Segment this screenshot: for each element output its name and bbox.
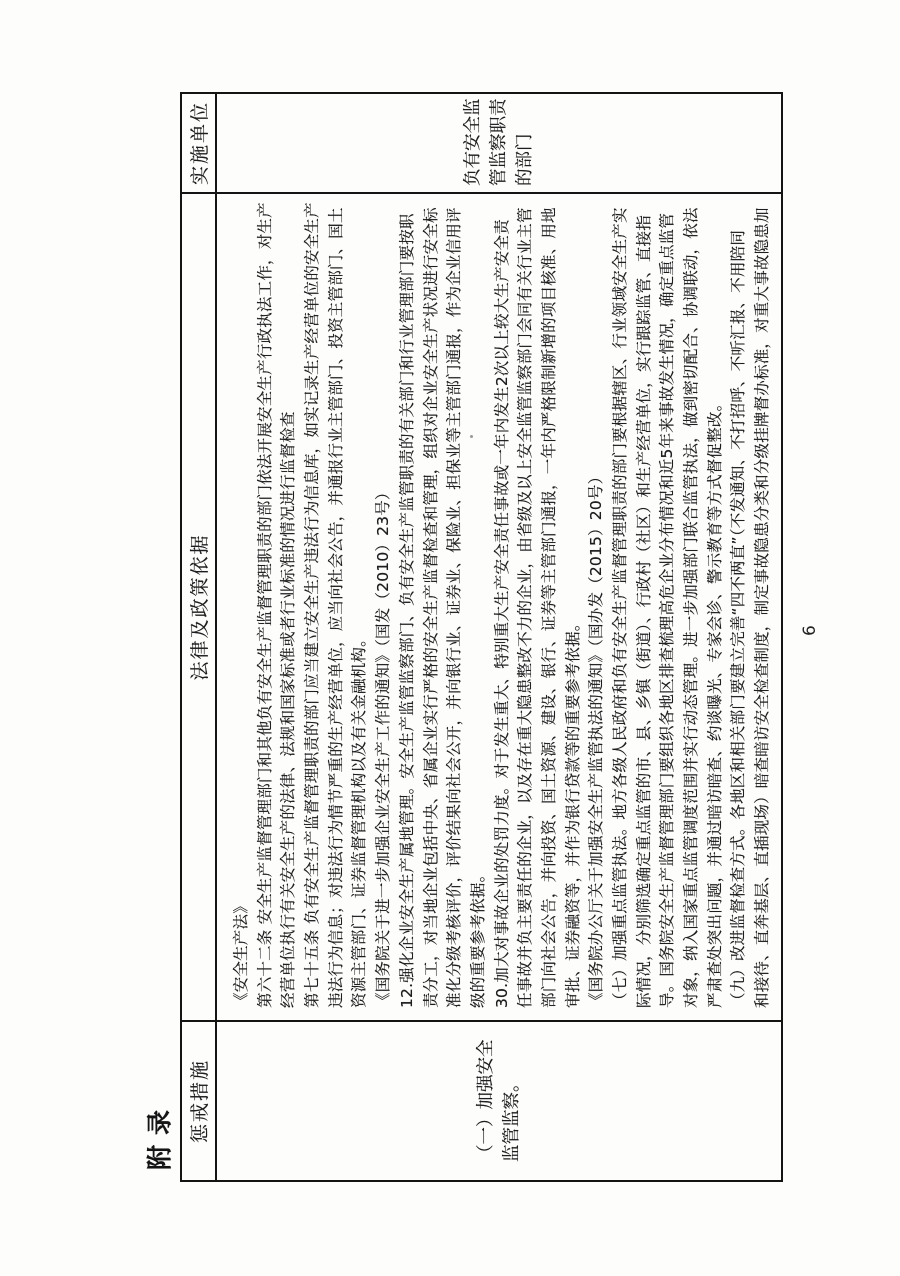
legal-basis-line: 对象，纳入国家重点监管调度范围并实行动态管理。进一步加强部门联合监管执法，做到密切配合、协调联动，依法 <box>682 207 701 1008</box>
legal-basis-line: 准化分级考核评价，评价结果向社会公开，并向银行业、证券业、保险业、担保业等主管部门通报，作为企业信用评 <box>445 207 464 1008</box>
legal-basis-line: 任事故并负主要责任的企业，以及存在重大隐患整改不力的企业，由省级及以上安全监管监察部门会同有关行业主管 <box>516 207 535 1008</box>
legal-basis-line: 责分工，对当地企业包括中央、省属企业实行严格的安全生产监督检查和管理，组织对企业安全生产状况进行安全标 <box>421 207 440 1008</box>
column-header-legal-basis: 法律及政策依据 <box>182 192 217 1020</box>
legal-basis-line: （七）加强重点监管执法。地方各级人民政府和负有安全生产监督管理职责的部门要根据辖区、行业领域安全生产实 <box>611 207 629 1008</box>
legal-basis-line: 资源主管部门、证券监督管理机构以及有关金融机构。 <box>350 631 369 1008</box>
legal-basis-line: 和接待、直奔基层、直插现场）暗查暗访安全检查制度，制定事故隐患分类和分级挂牌督办标准，对重大事故隐患加 <box>753 207 772 1008</box>
legal-basis-line: 导。国务院安全生产监督管理部门要组织各地区排查梳理高危企业分布情况和近5年来事故发生情况，确定重点监管 <box>658 212 677 1008</box>
legal-basis-line: 30.加大对事故企业的处罚力度。对于发生重大、特别重大生产安全责任事故或一年内发生2次以上较大生产安全责 <box>492 219 511 1008</box>
implementing-unit-text: 负有安全监管监察职责的部门 <box>463 98 535 186</box>
scan-speck <box>470 435 473 438</box>
legal-basis-line: 12.强化企业安全生产属地管理。安全生产监管监察部门、负有安全生产监管职责的有关部门和行业管理部门要按职 <box>397 213 416 1008</box>
legal-basis-line: 《国务院关于进一步加强企业安全生产工作的通知》（国发（2010）23号） <box>374 484 393 1008</box>
legal-basis-line: 部门向社会公告，并向投资、国土资源、建设、银行、证券等主管部门通报，一年内严格限制新增的项目核准、用地 <box>539 207 558 1008</box>
legal-basis-line: 《国务院办公厅关于加强安全生产监管执法的通知》（国办发（2015）20号） <box>587 468 606 1008</box>
legal-basis-line: 违法行为信息；对违法行为情节严重的生产经营单位，应当向社会公告，并通报行业主管部门、投资主管部门、国土 <box>326 207 345 1008</box>
column-header-measures: 惩戒措施 <box>182 1020 217 1180</box>
legal-basis-line: 第七十五条 负有安全生产监督管理职责的部门应当建立安全生产违法行为信息库，如实记录生产经营单位的安全生产 <box>303 202 322 1008</box>
legal-basis-line: 《安全生产法》 <box>232 898 250 1008</box>
appendix-table <box>180 92 783 1182</box>
legal-basis-line: （九）改进监督检查方式。各地区和相关部门要建立完善“四不两直”（不发通知、不打招呼、不听汇报、不用陪同 <box>729 229 748 1008</box>
legal-basis-line: 经营单位执行有关安全生产的法律、法规和国家标准或者行业标准的情况进行监督检查 <box>279 411 298 1008</box>
legal-basis-line: 第六十二条 安全生产监督管理部门和其他负有安全生产监督管理职责的部门依法开展安全生产行政执法工作，对生产 <box>255 202 274 1008</box>
legal-basis-line: 级的重要参考依据。 <box>468 866 487 1008</box>
appendix-heading: 附录 <box>145 1099 174 1170</box>
measure-cell <box>217 1020 781 1180</box>
legal-basis-line: 严肃查处突出问题，并通过暗访暗查、约谈曝光、专家会诊、警示教育等方式督促整改。 <box>705 395 724 1008</box>
legal-basis-line: 际情况，分别筛选确定重点监管的市、县、乡镇（街道）、行政村（社区）和生产经营单位，实行跟踪监管、直接指 <box>634 215 653 1008</box>
implementing-unit-cell <box>217 94 781 192</box>
legal-basis-line: 审批、证券融资等，并作为银行贷款等的重要参考依据。 <box>563 615 582 1008</box>
column-header-implementing-unit: 实施单位 <box>182 94 217 192</box>
page-number: 6 <box>800 625 820 636</box>
measure-text: （一）加强安全监管监察。 <box>476 1039 522 1162</box>
legal-basis-cell <box>217 192 781 1020</box>
